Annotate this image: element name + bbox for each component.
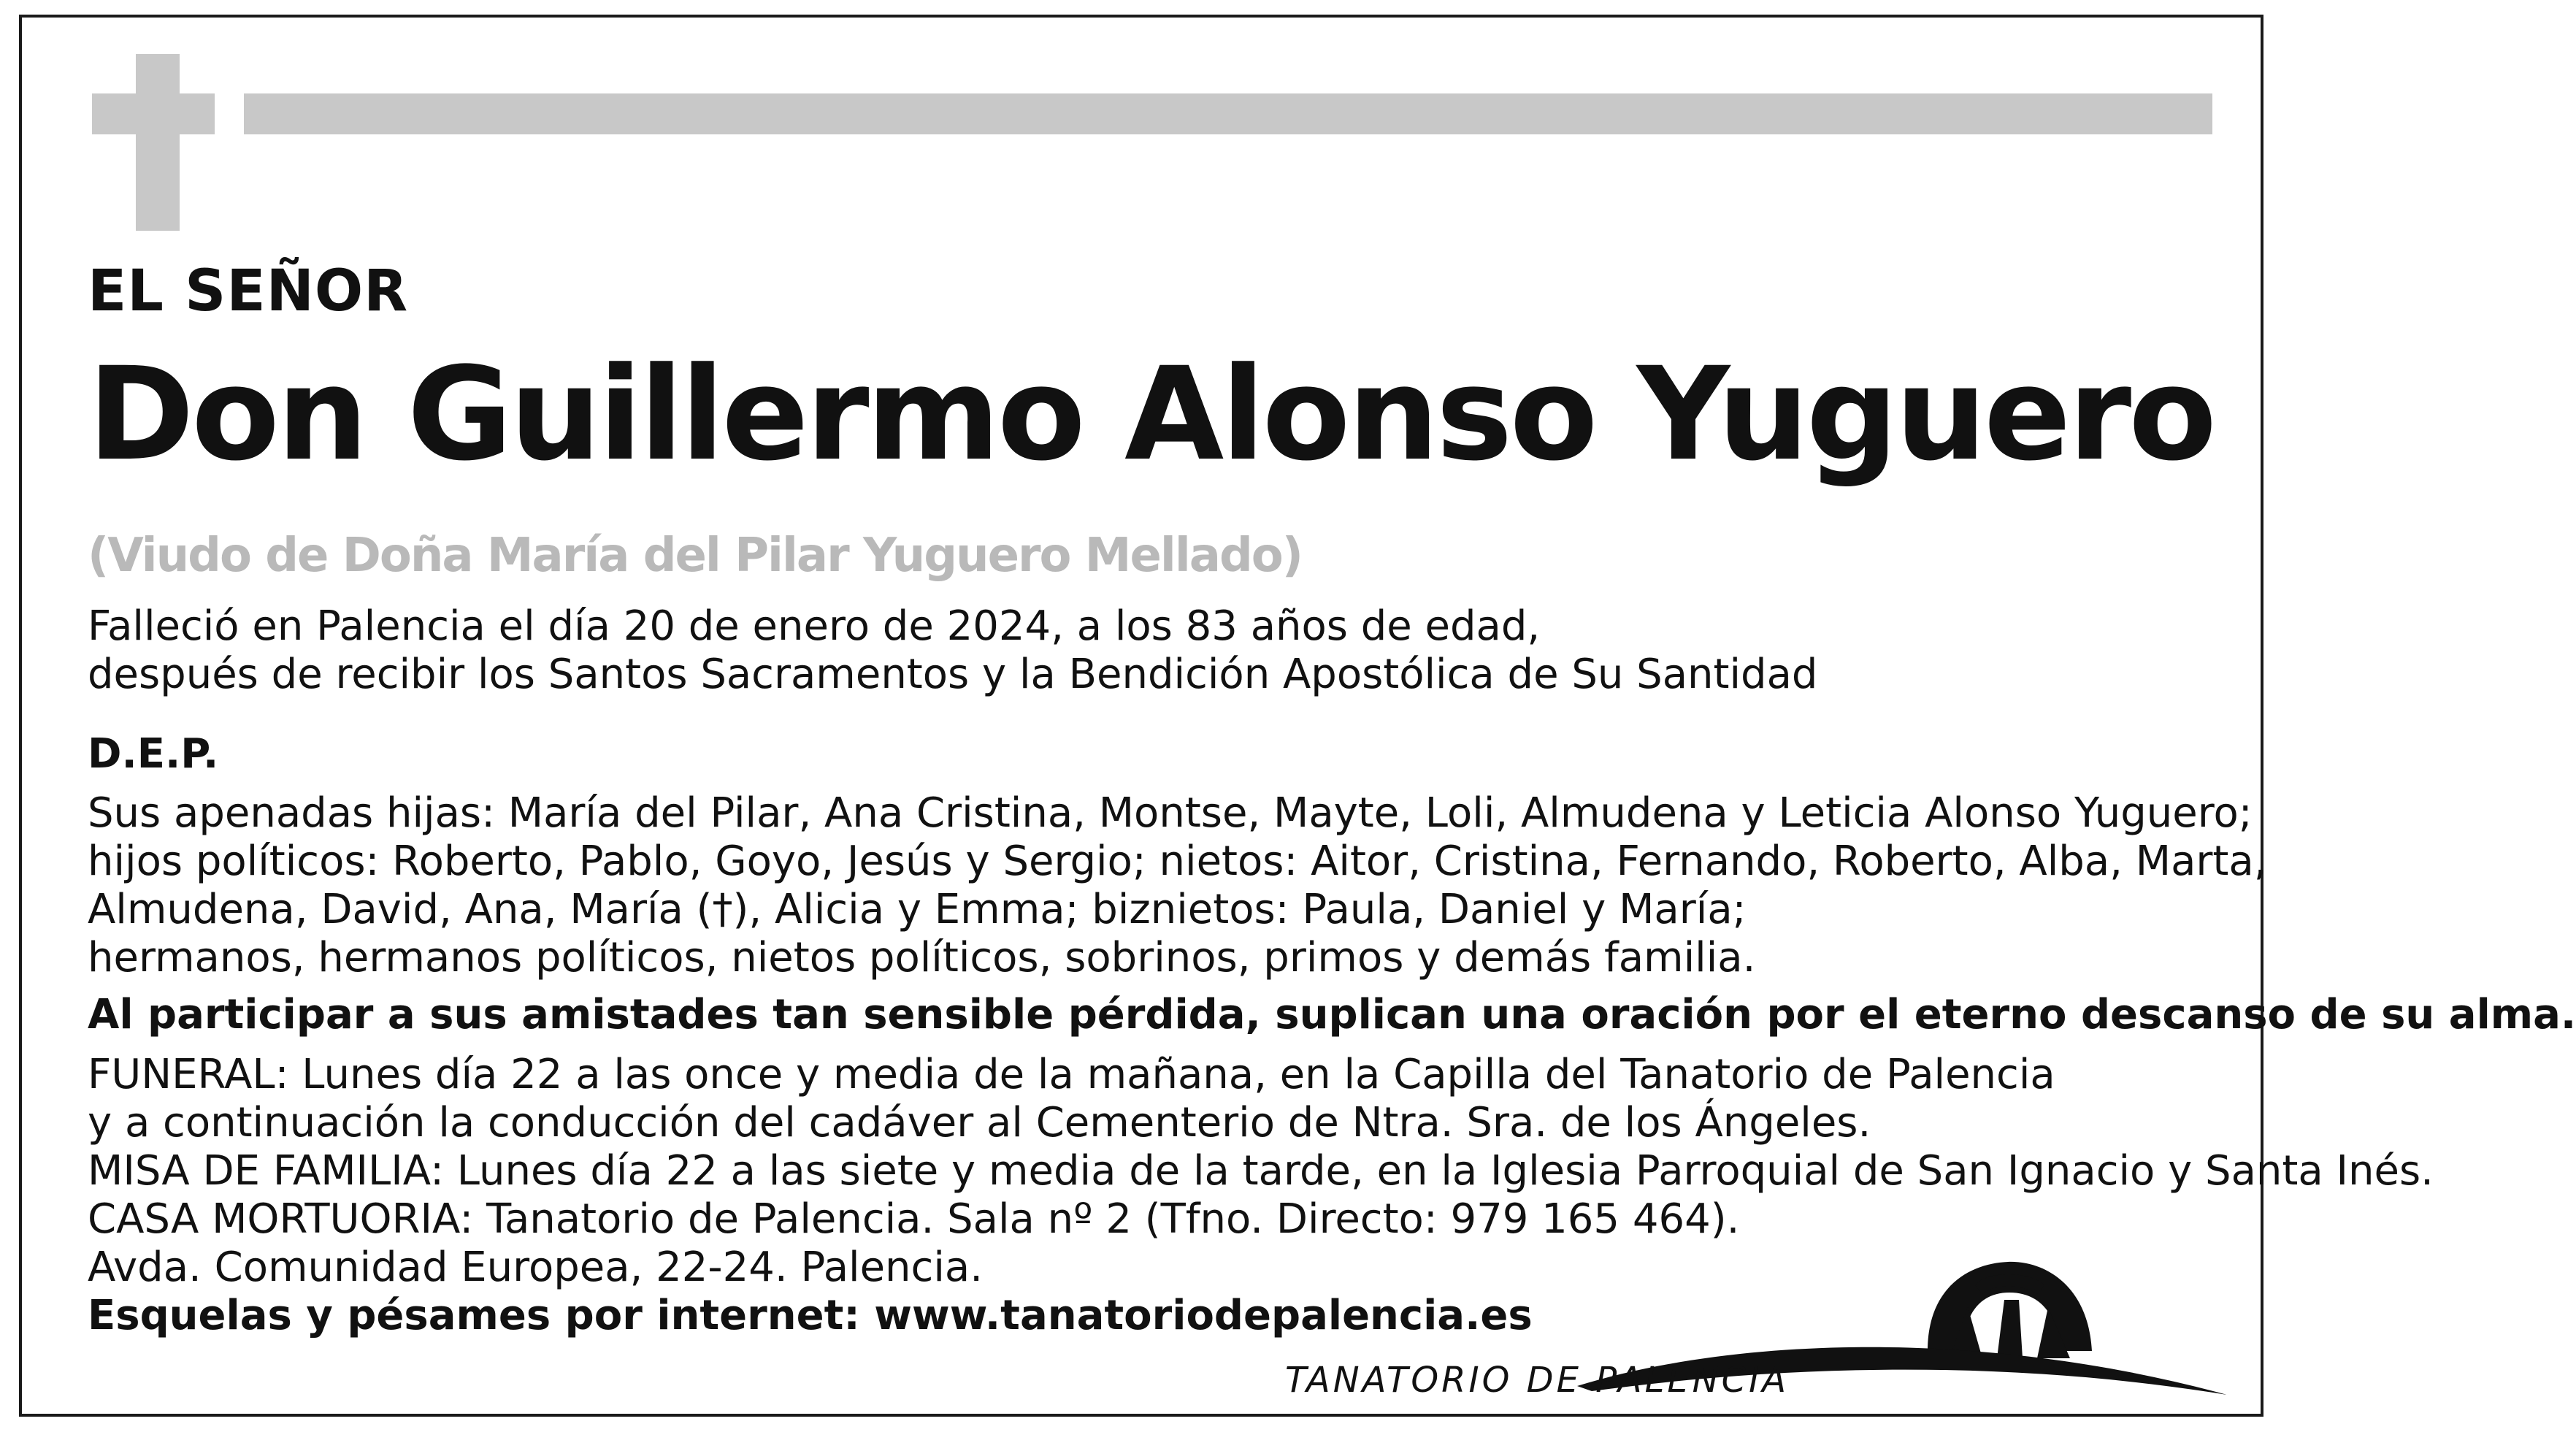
plea-line: Al participar a sus amistades tan sensible pérdida, suplican una oración por el eterno descanso de su alma.: [88, 991, 2576, 1038]
cross-icon: [136, 54, 180, 231]
dep-label: D.E.P.: [88, 730, 219, 778]
service-line: Avda. Comunidad Europea, 22-24. Palencia.: [88, 1244, 984, 1291]
family-line: hijos políticos: Roberto, Pablo, Goyo, Jesús y Sergio; nietos: Aitor, Cristina, Fernando, Roberto, Alba, Marta,: [88, 838, 2267, 885]
cross-icon-arm: [92, 93, 215, 134]
deceased-name: Don Guillermo Alonso Yuguero: [88, 340, 2215, 489]
logo-text: TANATORIO DE PALENCIA: [1285, 1360, 1790, 1401]
service-line: MISA DE FAMILIA: Lunes día 22 a las siete y media de la tarde, en la Iglesia Parroquial de San Ignacio y Santa Inés.: [88, 1147, 2434, 1195]
web-line: Esquelas y pésames por internet: www.tanatoriodepalencia.es: [88, 1292, 1533, 1339]
widow-line: (Viudo de Doña María del Pilar Yuguero Mellado): [88, 529, 1302, 583]
service-line: y a continuación la conducción del cadáver al Cementerio de Ntra. Sra. de los Ángeles.: [88, 1099, 1871, 1146]
notice-heading: EL SEÑOR: [88, 259, 409, 324]
header-bar: [244, 93, 2212, 134]
death-line: después de recibir los Santos Sacramentos y la Bendición Apostólica de Su Santidad: [88, 651, 1818, 698]
service-line: CASA MORTUORIA: Tanatorio de Palencia. Sala nº 2 (Tfno. Directo: 979 165 464).: [88, 1195, 1740, 1243]
death-line: Falleció en Palencia el día 20 de enero de 2024, a los 83 años de edad,: [88, 602, 1541, 650]
family-line: Sus apenadas hijas: María del Pilar, Ana Cristina, Montse, Mayte, Loli, Almudena y Leticia Alonso Yuguero;: [88, 789, 2253, 837]
family-line: hermanos, hermanos políticos, nietos políticos, sobrinos, primos y demás familia.: [88, 934, 1756, 981]
family-line: Almudena, David, Ana, María (†), Alicia y Emma; biznietos: Paula, Daniel y María;: [88, 886, 1747, 933]
service-line: FUNERAL: Lunes día 22 a las once y media de la mañana, en la Capilla del Tanatorio de Palencia: [88, 1051, 2055, 1098]
